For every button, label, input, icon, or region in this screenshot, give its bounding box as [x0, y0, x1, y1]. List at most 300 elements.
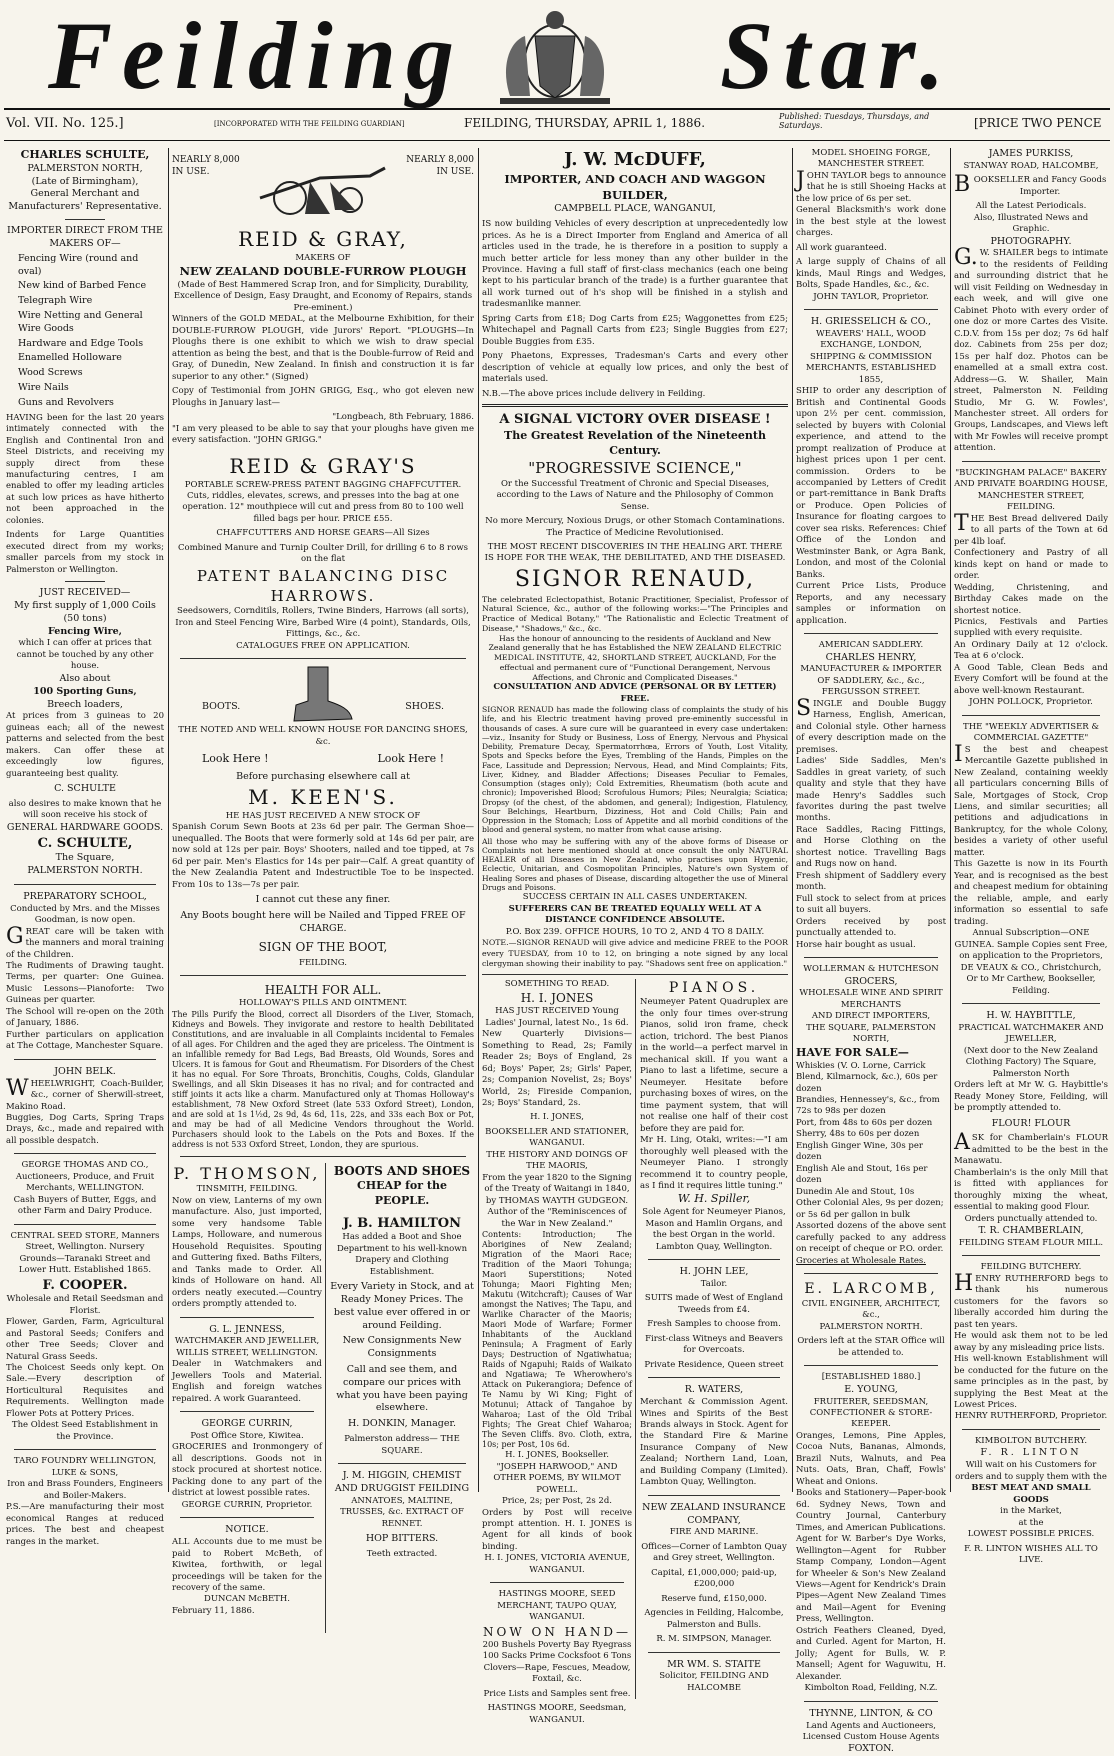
- advert-heading: CHARLES SCHULTE,: [20, 148, 150, 161]
- advert-text: Conducted by Mrs. and the Misses Goodman, is now open.: [10, 903, 160, 926]
- section-rule: [490, 1582, 624, 1583]
- advert-text: HASTINGS MOORE, Seedsman, WANGANUI.: [487, 1703, 627, 1725]
- advert-text: PALMERSTON NORTH.: [819, 1321, 923, 1332]
- section-rule: [648, 1377, 780, 1378]
- column-4: [796, 148, 946, 1755]
- advert-text: CENTRAL SEED STORE, Manners Street, Wellington. Nursery Grounds—Taranaki Street and Lower Hutt. Established 1865.: [10, 1230, 160, 1276]
- advert-text: Indents for Large Quantities executed direct from my works; smaller parcels from my stock in Palmerston or Wellington.: [6, 530, 164, 575]
- section-rule: [804, 1701, 938, 1702]
- advert-heading: THE "WEEKLY ADVERTISER & COMMERCIAL GAZETTE": [963, 721, 1099, 744]
- advert-text: Fresh shipment of Saddlery every month.: [796, 870, 946, 893]
- advert-text: Annual Subscription—ONE GUINEA. Sample Copies sent Free, on application to the Proprietors, DE VEAUX & CO., Christchurch, Or to Mr Carthew, Bookseller, Feilding.: [954, 928, 1108, 996]
- advert-heading: G. L. JENNESS,: [209, 1323, 285, 1335]
- dash-rule: [65, 581, 105, 582]
- issue-info-bar: [4, 112, 1110, 136]
- advert-text: Merchant & Commission Agent. Wines and Spirits of the Best Brands always in Stock. Agent for the Standard Fire & Marine Insurance Company of New Zealand; Northern Land, Loan, and Building Company (Limited). Lambton Quay, Wellington.: [640, 1397, 788, 1488]
- list-item: Guns and Revolvers: [18, 396, 114, 408]
- advert-heading: NOTICE.: [225, 1524, 269, 1536]
- advert-text: Call and see them, and compare our prices with what you have been paying elsewhere.: [336, 1364, 468, 1414]
- advert-text: Capital, £1,000,000; paid-up, £200,000: [651, 1567, 777, 1590]
- advert-text: Spring Carts from £18; Dog Carts from £25; Waggonettes from £25; Whitechapel and Pagnall Carts from £23; Single Buggies from £27; Double Buggies from £35.: [482, 313, 788, 347]
- section-rule: [180, 1156, 466, 1157]
- advert-heading: REID & GRAY,: [238, 227, 408, 251]
- advert-heading: NEW ZEALAND INSURANCE COMPANY,: [642, 1501, 786, 1526]
- section-rule: [648, 1495, 780, 1496]
- advert-heading: TARO FOUNDRY WELLINGTON, LUKE & SONS,: [13, 1456, 157, 1478]
- advert-heading: H. W. HAYBITTLE,: [986, 1009, 1076, 1021]
- list-item: Telegraph Wire: [18, 295, 93, 307]
- advert-text: All work guaranteed.: [796, 242, 887, 253]
- advert-text: Price, 2s; per Post, 2s 2d.: [502, 1496, 612, 1507]
- advert-text: FERGUSSON STREET.: [821, 687, 921, 698]
- advert-text: THE SQUARE, PALMERSTON NORTH,: [806, 1022, 936, 1045]
- section-rule: [14, 1059, 156, 1060]
- advert-text: IS now building Vehicles of every description at unprecedentedly low prices. As he is a Direct Importer from England and America of all articles used in the trade, he is therefore in a position to supply a much better article for less money than any other builder in the Province. Having a full staff of first-class mechanics (each one being kept to his particular branch of the trade) is a further guarantee that all work turned out of h's shop will be finished in a stylish and tradesmanlike manner.: [482, 219, 788, 310]
- section-rule: [482, 974, 788, 975]
- advert-text: Land Agents and Auctioneers,: [806, 1720, 936, 1731]
- advert-text: GREAT care will be taken with the manners and moral training of the Children.: [6, 923, 164, 960]
- advert-heading: HASTINGS MOORE, SEED MERCHANT, TAUPO QUAY, WANGANUI.: [497, 1589, 617, 1623]
- advert-text: No more Mercury, Noxious Drugs, or other Stomach Contaminations. The Practice of Medicine Revolutionised.: [485, 516, 785, 538]
- advert-text: SHOES.: [405, 701, 444, 713]
- section-rule: [14, 884, 156, 885]
- advert-text: Flower, Garden, Farm, Agricultural and Pastoral Seeds; Conifers and other Tree Seeds; Clover and Natural Grass Seeds.: [6, 1317, 164, 1362]
- advert-text: CIVIL ENGINEER, ARCHITECT, &c.,: [801, 1298, 941, 1321]
- advert-text: Confectionery and Pastry of all kinds kept on hand or made to order.: [954, 548, 1108, 582]
- advert-text: BEST MEAT AND SMALL GOODS: [971, 1483, 1091, 1505]
- advert-text: The Pills Purify the Blood, correct all Disorders of the Liver, Stomach, Kidneys and Bowels. They invigorate and restore to health Debilitated Constitutions, and are invaluable in all Complaints incidental to Females of all ages. For Children and the aged they are priceless. The Ointment is an infallible remedy for Bad Legs, Bad Breasts, Old Wounds, Sores and Ulcers. It is famous for Gout and Rheumatism. For Disorders of the Chest it has no equal. For Sore Throats, Bronchitis, Coughs, Colds, Glandular Swellings, and all Skin Diseases it has no rival; and for contracted and stiff joints it acts like a charm. Manufactured only at Thomas Holloway's establishment, 78 New Oxford Street (late 533 Oxford Street), London, and are sold at 1s 1½d, 2s 9d, 4s 6d, 11s, 22s, and 33s each Box or Pot, and may be had of all Medicine Vendors throughout the World. Purchasers should look to the Labels on the Pots and Boxes. If the address is not 533 Oxford Street, London, they are spurious.: [172, 1009, 474, 1149]
- advert-heading: A SIGNAL VICTORY OVER DISEASE !: [499, 412, 771, 428]
- advert-text: "I am very pleased to be able to say that your ploughs have given me every satisfaction. "JOHN GRIGG.": [172, 423, 474, 446]
- dash-rule: [65, 219, 105, 220]
- advert-heading: THYNNE, LINTON, & CO: [809, 1707, 933, 1719]
- advert-text: [ESTABLISHED 1880.]: [821, 1372, 921, 1383]
- advert-text: The Rudiments of Drawing taught. Terms, per quarter: One Guinea. Music Lessons—Pianoforte: Two Guineas per quarter.: [6, 961, 164, 1006]
- advert-text: TINSMITH, FEILDING.: [196, 1184, 298, 1195]
- advert-text: Cuts, riddles, elevates, screws, and presses into the bag at one operation. 12" mouthpiece will cut and press from 80 to 100 well filled bags per hour. PRICE £55.: [182, 491, 464, 524]
- advert-text: Groceries at Wholesale Rates.: [796, 1255, 926, 1266]
- masthead-title-right: Star.: [720, 2, 955, 109]
- advert-text: C. SCHULTE: [54, 783, 116, 795]
- publication-days: Published: Tuesdays, Thursdays, and Saturdays.: [779, 112, 930, 130]
- advert-heading: J. W. McDUFF,: [564, 149, 706, 170]
- advert-text: Seedsowers, Cornditils, Rollers, Twine Binders, Harrows (all sorts), Iron and Steel Fencing Wire, Barbed Wire (4 point), Standards, Oils, Fittings, &c., &c.: [175, 606, 471, 640]
- advert-text: PRACTICAL WATCHMAKER AND JEWELLER,: [958, 1022, 1104, 1045]
- column-divider: [168, 148, 169, 1492]
- advert-text: H. I. JONES, Bookseller.: [505, 1450, 609, 1461]
- advert-text: Sole Agent for Neumeyer Pianos, Mason and Hamlin Organs, and the best Organ in the world. Lambton Quay, Wellington.: [642, 1207, 786, 1252]
- incorporated-note: [INCORPORATED WITH THE FEILDING GUARDIAN]: [214, 120, 405, 128]
- advert-text: Neumeyer Patent Quadruplex are the only four times over-strung Pianos, solid iron frame, check action, trichord. The best Pianos in the world—a perfect marvel in mechanical skill. If you want a Piano to last a lifetime, secure a Neumeyer. Hesitate before purchasing boxes of wires, on the time payment system, that will not realise one half of their cost before they are paid for.: [640, 997, 788, 1134]
- advert-text: Full stock to select from at prices to suit all buyers.: [796, 893, 946, 916]
- advert-text: February 11, 1886.: [172, 1605, 255, 1616]
- advert-heading: 100 Sporting Guns,: [33, 685, 137, 697]
- advert-text: NEARLY 8,000 IN USE.: [172, 155, 240, 178]
- section-rule: [804, 957, 938, 958]
- advert-text: Current Price Lists, Produce Reports, and any necessary samples or information on application.: [796, 581, 946, 626]
- advert-heading: The Greatest Revelation of the Nineteenth Century.: [504, 428, 766, 457]
- advert-text: Pony Phaetons, Expresses, Tradesman's Carts and every other description of vehicle at equally low prices, and only the best of materials used.: [482, 351, 788, 385]
- advert-text: Licensed Custom House Agents: [802, 1731, 940, 1742]
- advert-text: This Gazette is now in its Fourth Year, and is recognised as the best and cheapest medium for obtaining the reliable, ample, and early information so essential to safe trading.: [954, 859, 1108, 927]
- advert-text: G.W. SHAILER begs to intimate to the residents of Feilding and surrounding district that he will visit Feilding on Wednesday in each week, and will give one Cabinet Photo with every order of one doz or more Cartes des Visite. C.D.V. from 15s per doz; 7s 6d half doz. Cabinets from 25s per doz; 15s per half doz. Photos can be enamelled at a small extra cost. Address—G. W. Shailer, Main street, Palmerston N. Feilding Studio, Mr G. W. Fowles', Manchester street. All orders for Groups, Landscapes, and Views left with Mr Fowles will receive prompt attention.: [954, 245, 1108, 454]
- advert-text: From the year 1820 to the Signing of the Treaty of Waitangi in 1840, by THOMAS WAYTH GUDGEON. Author of the "Reminiscences of the War in New Zealand.": [482, 1172, 632, 1229]
- advert-text: Chamberlain's is the only Mill that is fitted with appliances for thoroughly mixing the wheat, essential to making good Flour.: [954, 1167, 1108, 1213]
- advert-text: I cannot cut these any finer.: [255, 894, 391, 906]
- boot-icon: [290, 665, 354, 725]
- section-rule: [180, 658, 466, 659]
- advert-text: R. M. SIMPSON, Manager.: [656, 1634, 772, 1645]
- section-rule: [804, 1273, 938, 1274]
- advert-text: THE MOST RECENT DISCOVERIES IN THE HEALING ART. THERE IS HOPE FOR THE WEAK, THE DEBILITATED, AND THE DISEASED.: [484, 542, 786, 564]
- section-rule: [962, 1429, 1100, 1430]
- advert-text: General Blacksmith's work done in the best style at the lowest charges.: [796, 205, 946, 239]
- dateline: FEILDING, THURSDAY, APRIL 1, 1886.: [464, 116, 706, 130]
- advert-text: Cash Buyers of Butter, Eggs, and other Farm and Dairy Produce.: [13, 1194, 157, 1217]
- advert-text: All those who may be suffering with any of the above forms of Disease or Complaints not here mentioned should at once consult the only NATURAL HEALER of all Diseases in New Zealand, who practises upon Hygenic, Eclectic, Unitarian, and Cosmopolitan Principles, Nature's own System of Healing Sores and phases of Disease, discarding altogether the use of Mineral Drugs and Poisons.: [482, 836, 788, 892]
- list-item: English Ginger Wine, 30s per dozen: [796, 1140, 923, 1163]
- advert-heading: PHOTOGRAPHY.: [990, 235, 1072, 247]
- advert-text: New Consignments New Consignments: [342, 1335, 462, 1360]
- advert-heading: GEORGE CURRIN,: [201, 1418, 293, 1430]
- advert-text: His well-known Establishment will be conducted for the future on the same principles as in the past, by supplying the Best Meat at the Lowest Prices.: [954, 1354, 1108, 1410]
- advert-heading: Fencing Wire,: [48, 625, 122, 637]
- advert-text: Picnics, Festivals and Parties supplied with every requisite.: [954, 616, 1108, 639]
- plough-illustration-block: [172, 148, 474, 226]
- advert-heading: T. R. CHAMBERLAIN,: [978, 1225, 1084, 1237]
- list-item: Brandies, Hennessey's, &c., from 72s to 98s per dozen: [796, 1094, 940, 1117]
- advert-text: SHIPPING & COMMISSION MERCHANTS, ESTABLISHED 1855,: [805, 351, 937, 385]
- advert-text: (Late of Birmingham),: [31, 175, 139, 187]
- advert-text: WHEELWRIGHT, Coach-Builder, &c., corner of Sherwill-street, Makino Road.: [6, 1075, 164, 1112]
- advert-text: SUITS made of West of England Tweeds from £4.: [644, 1293, 784, 1315]
- advert-text: Now on view, Lanterns of my own manufacture. Also, just imported, some very handsome Table Lamps, Holloware, and numerous Household Requisites. Spouting and Guttering fixed. Baths Filters, and Tanks made to Order. All kinds of Holloware on hand. All orders neatly executed.—Country orders promptly attended to.: [172, 1195, 322, 1310]
- column-2: [172, 148, 474, 1616]
- section-rule: [648, 1652, 780, 1653]
- advert-text: STANWAY ROAD, HALCOMBE,: [963, 160, 1099, 171]
- advert-heading: J. M. HIGGIN, CHEMIST AND DRUGGIST FEILDING: [334, 1470, 470, 1494]
- advert-text: Ostrich Feathers Cleaned, Dyed, and Curled. Agent for Marton, H. Jolly; Agent for Bulls, W. P. Mansell; Agent for Waguwitu, H. Alexander.: [796, 1625, 946, 1682]
- advert-heading: SIGNOR RENAUD,: [514, 566, 756, 592]
- advert-text: Books and Stationery—Paper-book 6d. Sydney News, Town and Country Journal, Canterbury Times, and American Publications.: [796, 1488, 946, 1533]
- advert-text: MANCHESTER STREET.: [817, 159, 925, 170]
- section-rule: [804, 633, 938, 634]
- advert-text: Look Here !: [377, 752, 444, 766]
- advert-text: Tailor.: [700, 1278, 728, 1289]
- advert-text: Reserve fund, £150,000.: [661, 1593, 767, 1604]
- advert-text: Orders left at Mr W. G. Haybittle's Ready Money Store, Feilding, will be promptly attended to.: [954, 1080, 1108, 1114]
- advert-heading: THE HISTORY AND DOINGS OF THE MAORIS,: [486, 1149, 628, 1172]
- advert-text: Oranges, Lemons, Pine Apples, Cocoa Nuts, Bananas, Almonds, Brazil Nuts, Walnuts, and Pea Nuts. Oats, Bran, Chaff, Fowls' Wheat and Onions.: [796, 1430, 946, 1487]
- masthead-title-left: Feilding: [48, 2, 465, 109]
- advert-heading: FLOUR! FLOUR: [991, 1117, 1071, 1129]
- advert-text: IS the best and cheapest Mercantile Gazette published in New Zealand, containing weekly all particulars concerning Bills of Sale, Mortgages of Stock, Crop Liens, and similar securities; all petitions and adjudications in Bankruptcy, for the whole Colony, besides a variety of other useful matter.: [954, 741, 1108, 858]
- advert-heading: KIMBOLTON BUTCHERY.: [974, 1435, 1088, 1446]
- advert-text: ANNATOES, MALTINE, TRUSSES, &c. EXTRACT OF RENNET.: [340, 1495, 464, 1529]
- advert-text: FOXTON.: [848, 1743, 894, 1755]
- advert-text: JOHN TAYLOR begs to announce that he is still Shoeing Hacks at the low price of 6s per set.: [796, 167, 946, 204]
- section-rule: [804, 309, 938, 310]
- advert-text: Spanish Corum Sewn Boots at 23s 6d per pair. The German Shoe—unequalled. The Boots that were formerly sold at 14s 6d per pair, are now sold at 12s per pair. Boys' Shooters, nailed and toe tipped, at 7s 6d per pair. Men's Elastics for 14s per pair—Calf. A great quantity of the New Zealandia Patent and Indestructible Toe to be inspected. From 10s to 13s—7s per pair.: [172, 822, 474, 890]
- advert-text: The Choicest Seeds only kept. On Sale.—Every description of Horticultural Requisites and Requirements. Wellington made Flower Pots at Pottery Prices.: [6, 1362, 164, 1419]
- advert-heading: JOHN BELK.: [54, 1065, 116, 1077]
- advert-text: FEILDING.: [299, 957, 347, 968]
- section-rule: [180, 1411, 314, 1412]
- advert-text: THE Best Bread delivered Daily to all parts of the Town at 6d per 4lb loaf.: [954, 510, 1108, 547]
- advert-text: Winners of the GOLD MEDAL, at the Melbourne Exhibition, for their DOUBLE-FURROW PLOUGH, vide Jurors' Report. "PLOUGHS—In Ploughs there is one exhibit to which we wish to draw special attention as being the best, and that is the Double-furrow of Reid and Gray, of Dunedin, New Zealand. In finish and construction it is far superior to any other." (Signed): [172, 314, 474, 382]
- advert-text: 200 Bushels Poverty Bay Ryegrass 100 Sacks Prime Cocksfoot 6 Tons Clovers—Rape, Fescues, Meadow, Foxtail, &c.: [482, 1639, 632, 1685]
- advert-heading: CHARLES HENRY,: [825, 651, 917, 663]
- advert-text: JOHN POLLOCK, Proprietor.: [969, 697, 1093, 708]
- advert-text: An Ordinary Daily at 12 o'clock. Tea at 6 o'clock.: [954, 639, 1108, 662]
- advert-text: AND DIRECT IMPORTERS,: [811, 1011, 931, 1022]
- column-divider: [478, 148, 479, 1492]
- list-item: Dunedin Ale and Stout, 10s: [796, 1186, 915, 1197]
- advert-heading: M. KEEN'S.: [248, 784, 398, 809]
- column-3: [482, 148, 788, 1725]
- section-rule: [180, 975, 466, 976]
- column-divider: [792, 148, 793, 1492]
- section-rule: [962, 461, 1100, 462]
- advert-text: GROCERIES and Ironmongery of all descriptions. Goods not in stock procured at shortest notice. Packing done to any part of the district at lowest possible rates.: [172, 1442, 322, 1499]
- advert-heading: NOW ON HAND—: [483, 1624, 631, 1639]
- advert-text: BOOKSELLER and Fancy Goods Importer.: [954, 172, 1107, 198]
- list-item: Wire Netting and General Wire Goods: [18, 309, 143, 334]
- price: [PRICE TWO PENCE: [974, 116, 1102, 130]
- advert-text: P.O. Box 239. OFFICE HOURS, 10 TO 2, AND 4 TO 8 DAILY.: [505, 926, 765, 937]
- advert-text: F. R. LINTON WISHES ALL TO LIVE.: [964, 1543, 1098, 1565]
- advert-text: Every Variety in Stock, and at Ready Money Prices. The best value ever offered in or around Feilding.: [330, 1281, 474, 1331]
- advert-text: Agencies in Feilding, Halcombe, Palmerston and Bulls.: [644, 1608, 784, 1630]
- advert-text: H. I. JONES,: [530, 1112, 584, 1123]
- advert-text: JUST RECEIVED—: [39, 587, 131, 599]
- advert-text: "JOSEPH HARWOOD," AND OTHER POEMS, BY WILMOT POWELL.: [493, 1461, 621, 1495]
- advert-heading: F. COOPER.: [42, 1277, 128, 1293]
- column-1: [6, 148, 164, 1547]
- column-2-left: [172, 1163, 322, 1633]
- advert-text: IMPORTER DIRECT FROM THE MAKERS OF—: [6, 225, 163, 249]
- advert-text: Will wait on his Customers for orders and to supply them with the: [955, 1460, 1107, 1482]
- advert-text: SINGLE and Double Buggy Harness, English, American, and Colonial style. Other harness of every description made on the premises.: [796, 695, 946, 755]
- advert-text: HE HAS JUST RECEIVED A NEW STOCK OF: [225, 810, 421, 821]
- advert-text: Teeth extracted.: [366, 1548, 438, 1559]
- advert-text: Wholesale and Retail Seedsman and Florist.: [6, 1294, 164, 1316]
- advert-heading: P. THOMSON,: [173, 1163, 321, 1183]
- list-item: New kind of Barbed Fence: [18, 280, 147, 292]
- advert-text: CAMPBELL PLACE, WANGANUI,: [554, 203, 716, 215]
- advert-text: in the Market,: [1000, 1506, 1062, 1517]
- plough-icon: [250, 148, 396, 224]
- advert-text: which I can offer at prices that cannot be touched by any other house.: [16, 638, 154, 672]
- advert-text: Price Lists and Samples sent free.: [483, 1688, 631, 1699]
- advert-text: Also about: [59, 672, 111, 684]
- advert-text: All the Latest Periodicals.: [975, 201, 1087, 212]
- advert-text: He would ask them not to be led away by any misleading price lists.: [954, 1331, 1108, 1353]
- section-rule: [180, 1517, 314, 1518]
- list-item: Other Colonial Ales, 9s per dozen; or 5s 6d per gallon in bulk: [796, 1198, 944, 1220]
- advert-text: HOLLOWAY'S PILLS AND OINTMENT.: [238, 998, 408, 1009]
- advert-text: The School will re-open on the 20th of January, 1886.: [6, 1006, 164, 1029]
- column-divider: [950, 148, 951, 1492]
- advert-text: Further particulars on application at The Cottage, Manchester Square.: [6, 1029, 164, 1052]
- advert-text: Agent for W. Barber's Dye Works, Wellington—Agent for Rubber Stamp Company, London—Agent for Wheeler & Son's New Zealand Views—Agent for Kendrick's Drain Pipes—Agent New Zealand Times and Mail—Agent for Evening Press, Wellington.: [796, 1534, 946, 1625]
- advert-heading: CHEAP for the PEOPLE.: [357, 1179, 447, 1207]
- advert-text: Orders punctually attended to.: [964, 1213, 1098, 1224]
- advert-heading: E. LARCOMB,: [804, 1281, 938, 1297]
- advert-text: HAS JUST RECEIVED Young Ladies' Journal, latest No., 1s 6d.: [485, 1006, 629, 1028]
- section-rule: [14, 1153, 156, 1154]
- advert-heading: REID & GRAY'S: [229, 453, 417, 478]
- look-here-row: [172, 748, 474, 771]
- advert-text: My first supply of 1,000 Coils (50 tons): [14, 600, 156, 624]
- advert-text: SHIP to order any description of British and Continental Goods upon 2½ per cent. commission, selected by buyers with Colonial experience, and attend to the prompt realization of Produce at highest prices upon 1 per cent. commission. Orders to be accompanied by Letters of Credit or part-remittance in Bank Drafts or Produce. Open Policies of Insurance for floating cargoes to cover sea risks. References: Chief Office of the London and Westminster Bank, or Agra Bank, London, and most of the Colonial Banks.: [796, 386, 946, 580]
- advert-text: (Next door to the New Zealand Clothing Factory) The Square, Palmerston North: [963, 1045, 1099, 1079]
- advert-heading: C. SCHULTE,: [37, 835, 133, 851]
- section-rule: [338, 1463, 466, 1464]
- section-rule: [962, 1255, 1100, 1256]
- advert-text: GEORGE THOMAS AND CO., Auctioneers, Produce, and Fruit Merchants, WELLINGTON.: [15, 1160, 155, 1194]
- list-item: Hardware and Edge Tools: [18, 337, 144, 349]
- advert-text: FRUITERER, SEEDSMAN, CONFECTIONER & STORE-KEEPER.: [809, 1396, 933, 1430]
- column-3-right: [640, 979, 788, 1699]
- advert-text: HENRY RUTHERFORD, Proprietor.: [954, 1411, 1108, 1422]
- list-item: Port, from 48s to 60s per dozen: [796, 1117, 933, 1128]
- section-rule: [14, 1224, 156, 1225]
- advert-text: MANUFACTURER & IMPORTER OF SADDLERY, &c., &c.,: [800, 664, 942, 686]
- list-item: Sherry, 48s to 60s per dozen: [796, 1129, 920, 1140]
- column-divider: [635, 979, 636, 1699]
- advert-text: H. DONKIN, Manager.: [347, 1418, 457, 1430]
- advert-text: Any Boots bought here will be Nailed and Tipped FREE OF CHARGE.: [180, 909, 466, 934]
- advert-text: Also, Illustrated News and Graphic.: [973, 212, 1089, 235]
- column-2-lower: [172, 1163, 474, 1633]
- advert-heading: "BUCKINGHAM PALACE" BAKERY AND PRIVATE BOARDING HOUSE, MANCHESTER STREET, FEILDING.: [954, 467, 1108, 513]
- advert-heading: J. B. HAMILTON: [342, 1215, 462, 1231]
- advert-text: JOHN TAYLOR, Proprietor.: [813, 291, 929, 302]
- advert-text: PORTABLE SCREW-PRESS PATENT BAGGING CHAFFCUTTER.: [184, 479, 462, 490]
- section-rule: [14, 1449, 156, 1450]
- advert-text: WEAVERS' HALL, WOOD EXCHANGE, LONDON,: [816, 328, 926, 351]
- list-item: Enamelled Holloware: [18, 352, 122, 364]
- advert-heading: H. GRIESSELICH & CO.,: [810, 316, 932, 328]
- advert-text: also desires to make known that he will soon receive his stock of: [8, 798, 162, 821]
- advert-heading: PREPARATORY SCHOOL,: [23, 890, 147, 902]
- advert-heading: HAVE FOR SALE—: [796, 1045, 909, 1059]
- volume-number: Vol. VII. No. 125.]: [6, 116, 124, 131]
- advert-text: Has added a Boot and Shoe Department to his well-known Drapery and Clothing Establishment.: [336, 1232, 468, 1277]
- advert-text: Race Saddles, Racing Fittings, and Horse Clothing on the shortest notice. Travelling Bags and Rugs now on hand.: [796, 824, 946, 870]
- advert-text: GENERAL HARDWARE GOODS.: [6, 821, 164, 833]
- advert-text: NEARLY 8,000 IN USE.: [406, 155, 474, 178]
- advert-text: ASK for Chamberlain's FLOUR admitted to be the best in the Manawatu.: [954, 1130, 1108, 1167]
- advert-heading: MR WM. S. STAITE: [667, 1658, 761, 1670]
- advert-heading: FEILDING BUTCHERY.: [980, 1262, 1082, 1273]
- advert-text: A Good Table, Clean Beds and Every Comfort will be found at the above well-known Restaurant.: [954, 662, 1108, 696]
- advert-heading: MODEL SHOEING FORGE,: [811, 148, 931, 158]
- list-item: Fencing Wire (round and oval): [18, 252, 139, 277]
- advert-text: Horse hair bought as usual.: [796, 939, 916, 950]
- advert-text: Look Here !: [202, 752, 269, 766]
- advert-text: "Longbeach, 8th February, 1886.: [332, 412, 474, 423]
- column-3-left: [482, 978, 632, 1725]
- advert-heading: IMPORTER, AND COACH AND WAGGON BUILDER,: [504, 172, 766, 202]
- advert-heading: SOMETHING TO READ.: [504, 978, 610, 989]
- coat-of-arms-icon: [480, 6, 630, 106]
- advert-text: at the: [1018, 1517, 1044, 1528]
- advert-text: Fresh Samples to choose from.: [647, 1319, 781, 1330]
- advert-heading: JAMES PURKISS,: [988, 148, 1074, 159]
- advert-text: HOP BITTERS.: [365, 1533, 439, 1545]
- advert-text: CONSULTATION AND ADVICE (PERSONAL OR BY LETTER) FREE.: [493, 682, 777, 704]
- advert-text: BOOTS.: [202, 701, 241, 713]
- advert-heading: F. R. LINTON: [980, 1447, 1082, 1459]
- advert-text: Buggies, Dog Carts, Spring Traps Drays, &c., made and repaired with all possible despatch.: [6, 1112, 164, 1146]
- section-rule: [962, 715, 1100, 716]
- advert-text: ALL Accounts due to me must be paid to Robert McBeth, of Kiwitea, forthwith, or legal proceedings will be taken for the recovery of the same.: [172, 1537, 322, 1593]
- advert-heading: GROCERS,: [844, 975, 898, 987]
- advert-text: Or the Successful Treatment of Chronic and Special Diseases, according to the Laws of Nature and the Philosophy of Common Sense.: [496, 478, 774, 512]
- advert-text: FEILDING STEAM FLOUR MILL.: [958, 1237, 1104, 1248]
- advert-text: Orders received by post punctually attended to.: [796, 916, 946, 939]
- advert-text: LOWEST POSSIBLE PRICES.: [967, 1529, 1095, 1540]
- advert-heading: H. I. JONES: [520, 991, 594, 1006]
- advert-text: The celebrated Eclectopathist, Botanic Practitioner, Specialist, Professor of Natural Science, &c., author of the following works:—"The Principles and Practice of Medical Botany," "The Rationalistic and Eclectic Treatment of Disease," "Shadows," &c., &c.: [482, 594, 788, 633]
- advert-text: Contents: Introduction; The Aborigines of New Zealand; Migration of the Maori Race; Tradition of the Maori Tohunga; Maori Superstitions; Noted Tohunga; Maori Fighting Men; Makutu (Witchcraft); Causes of War amongst the Natives; The Tapu, and Warlike Character of the Maoris; Maori Mode of Warfare; Former Inhabitants of the Auckland Peninsula; A Fragment of Early Days; Destruction of Ngatiwhatua; Raids of Ngapuhi; Raids of Waikato and Ngatiawa; Te Wherowhero's Attack on Pukerangiora; Defence of Te Namu by Wi King; Fight of Motunui; Attack of Tangahoe by Waharoa; Last of the Old Tribal Fights; The Great Chief Waharoa; The Seven Cliffs. 8vo. Cloth, extra, 10s; per Post, 10s 6d.: [482, 1230, 632, 1450]
- section-rule: [962, 1003, 1100, 1004]
- advert-heading: H. JOHN LEE,: [679, 1266, 749, 1278]
- advert-text: At prices from 3 guineas to 20 guineas each; all of the newest patterns and selected from the best makers. Can offer these at exceedingly low figures, guaranteeing best quality.: [6, 711, 164, 779]
- advert-text: A large supply of Chains of all kinds, Maul Rings and Wedges, Bolts, Spade Handles, &c., &c.: [796, 257, 946, 291]
- advert-text: Solicitor, FEILDING AND HALCOMBE: [659, 1671, 769, 1693]
- advert-text: MAKERS OF: [295, 253, 351, 263]
- advert-text: FIRE AND MARINE.: [669, 1527, 759, 1538]
- advert-text: SUFFERERS CAN BE TREATED EQUALLY WELL AT A DISTANCE CONFIDENCE ABSOLUTE.: [508, 903, 762, 926]
- advert-text: Post Office Store, Kiwitea.: [190, 1431, 304, 1442]
- advert-text: P.S.—Are manufacturing their most economical Ranges at reduced prices. The best and cheapest ranges in the market.: [6, 1502, 164, 1547]
- advert-text: SIGNOR RENAUD has made the following class of complaints the study of his life, and his Electric treatment having proved pre-eminently successful in thousands of cases. A sure cure will be guaranteed in every case undertaken:—viz., Insanity for Study or Business, Loss of Energy, Nervous and Physical Debility, Premature Decay, Spermatorrhœa, Errors of Youth, Lost Vitality, Spots and Specks before the Eyes, Trembling of the Hands, Pimples on the Face, Lassitude and Depression; Nervous, Head, and Mind Complaints; Fits, Liver, Kidney, and Bladder Affections; Diseases Peculiar to Females, Consumption (stages only); Cold Extremities, Rheumatism (both acute and chronic); Impoverished Blood; Scrofulous Humors; Piles; Neuralgia; Sciatica; Dropsy (of the chest, of the abdomen, and general); Indigestion, Flatulency, Sour Belchings, Heartburn, Dizziness, Hot and Cold Chills; Pain and Oppression in the Stomach; Loss of Appetite and all morbid conditions of the blood and general system, no matter from what cause arising.: [482, 705, 788, 835]
- column-2-right: [330, 1163, 474, 1633]
- advert-text: Breech loaders,: [47, 698, 123, 710]
- advert-text: THE NOTED AND WELL KNOWN HOUSE FOR DANCING SHOES, &c.: [178, 725, 468, 747]
- advert-text: Orders by Post will receive prompt attention. H. I. JONES is Agent for all kinds of book binding.: [482, 1507, 632, 1552]
- advert-text: Offices—Corner of Lambton Quay and Grey street, Wellington.: [641, 1541, 787, 1564]
- info-rule: [4, 140, 1110, 141]
- advert-text: GEORGE CURRIN, Proprietor.: [181, 1499, 313, 1510]
- advert-text: HENRY RUTHERFORD begs to thank his numerous customers for the favors so liberally accorded him during the past ten years.: [954, 1270, 1108, 1330]
- advert-text: Before purchasing elsewhere call at: [236, 770, 410, 782]
- section-rule: [482, 404, 788, 407]
- advert-text: General Merchant and Manufacturers' Representative.: [8, 188, 162, 213]
- advert-text: Copy of Testimonial from JOHN GRIGG, Esq., who got eleven new Ploughs in January last—: [172, 386, 474, 408]
- advert-text: Combined Manure and Turnip Coulter Drill, for drilling 6 to 8 rows on the flat: [178, 542, 468, 565]
- advert-text: Orders left at the STAR Office will be attended to.: [797, 1336, 945, 1358]
- column-5: [954, 148, 1108, 1565]
- section-rule: [648, 1259, 780, 1260]
- list-item: Wire Nails: [18, 382, 69, 394]
- boot-illustration-block: [172, 665, 474, 725]
- advert-text: Kimbolton Road, Feilding, N.Z.: [804, 1683, 938, 1694]
- section-rule: [804, 1365, 938, 1366]
- advert-heading: AMERICAN SADDLERY.: [818, 640, 924, 651]
- column-3-lower: [482, 978, 788, 1725]
- advert-heading: NEW ZEALAND DOUBLE-FURROW PLOUGH: [179, 264, 467, 279]
- advert-text: HAVING been for the last 20 years intimately connected with the English and Continental Iron and Steel Districts, and receiving my supply direct from these manufacturing centres, I am enabled to offer my leading articles at such low prices as have hitherto not been approached in the colonies.: [6, 412, 164, 526]
- advert-text: New Quarterly Divisions— Something to Read, 2s; Family Reader 2s; Boys of England, 2s 6d; Boys' Paper, 2s; Girls' Paper, 2s; Companion Novelist, 2s; Boys' World, 2s; Fireside Companion, 2s; Boys' Standard, 2s.: [482, 1029, 632, 1108]
- list-item: English Ale and Stout, 16s per dozen: [796, 1163, 928, 1186]
- advert-heading: BOOTS AND SHOES: [333, 1163, 471, 1178]
- advert-text: First-class Witneys and Beavers for Overcoats.: [645, 1333, 783, 1356]
- advert-text: CATALOGUES FREE ON APPLICATION.: [236, 640, 410, 651]
